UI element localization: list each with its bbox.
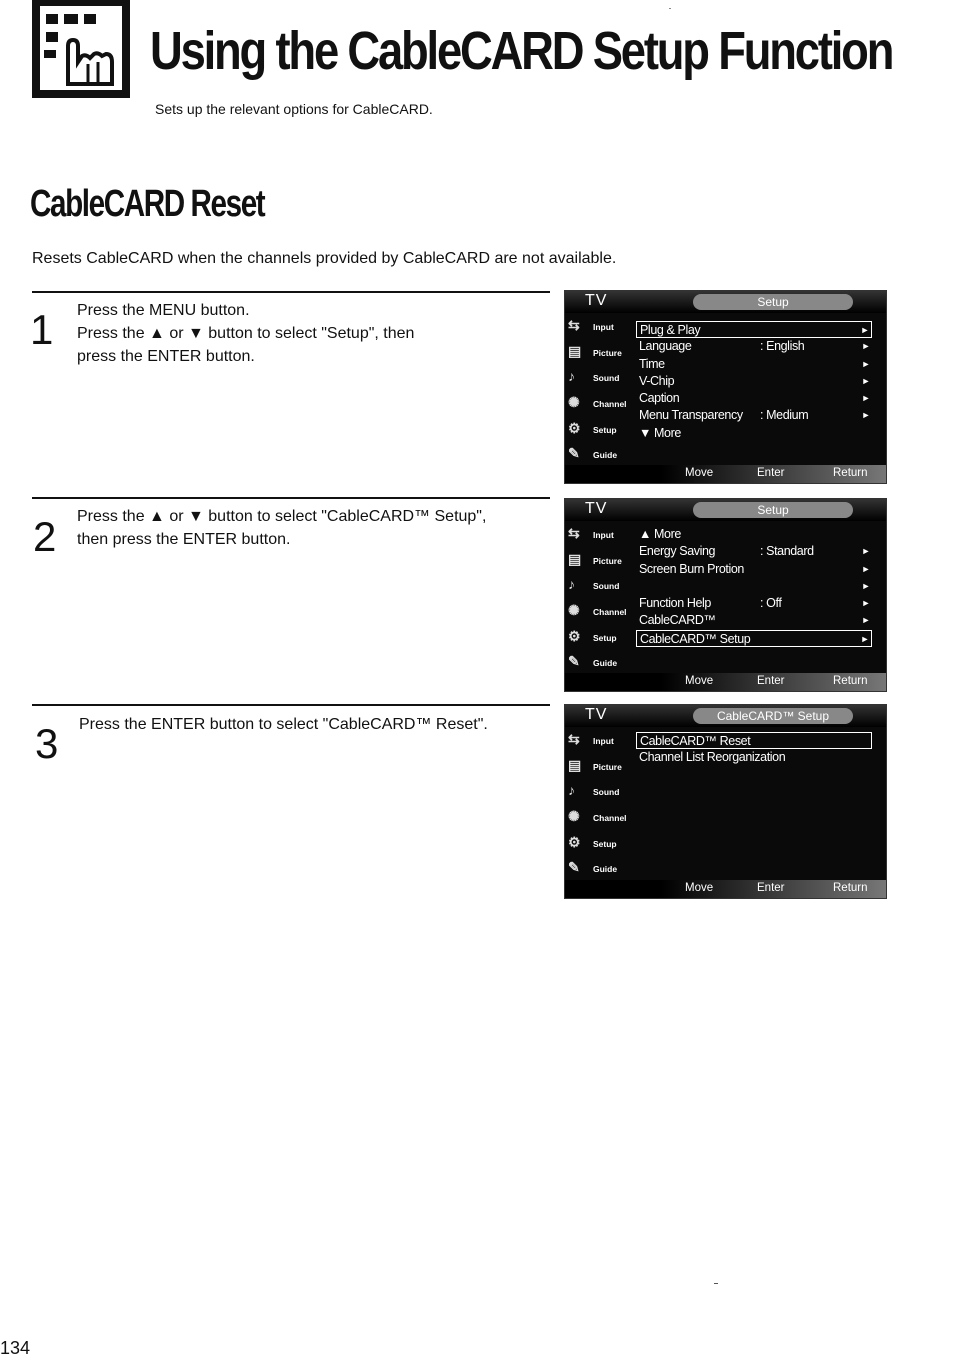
channel-icon: ✺ [568, 808, 580, 825]
screen-menu [636, 732, 872, 767]
screen-tv-label: TV [585, 500, 608, 517]
sound-icon: ♪ [568, 576, 575, 593]
channel-icon: ✺ [568, 394, 580, 411]
step-instructions [77, 299, 547, 368]
tv-menu-screen-cablecard-setup [564, 704, 887, 899]
screen-footer [565, 673, 886, 691]
footer-move: Move [685, 882, 714, 894]
page-subtitle: Sets up the relevant options for CableCARD. [155, 101, 433, 117]
screen-tv-label: TV [585, 292, 608, 309]
setup-icon: ⚙ [568, 627, 581, 644]
scan-speck [714, 1283, 718, 1284]
picture-icon: ▤ [568, 550, 582, 567]
screen-footer [565, 465, 886, 483]
footer-move: Move [685, 467, 714, 479]
tv-menu-screen-setup-page2 [564, 498, 887, 692]
sidebar-item-guide[interactable]: ✎ Guide [568, 445, 618, 462]
step-instructions [77, 505, 547, 551]
arrow-right-icon: ► [861, 598, 870, 609]
arrow-right-icon: ► [861, 341, 870, 352]
menu-item-blank[interactable] [636, 578, 872, 595]
step-number: 3 [35, 720, 59, 767]
menu-item-language[interactable]: Language : English ► [639, 339, 870, 354]
input-icon: ⇆ [568, 317, 580, 333]
step-line: Press the ENTER button to select "CableCARD™ Reset". [79, 716, 488, 733]
step-divider [32, 704, 550, 706]
sidebar-item-sound[interactable]: ♪ Sound [568, 576, 620, 593]
footer-return: Return [833, 675, 868, 687]
menu-item-cablecard-reset[interactable]: CableCARD™ Reset [636, 732, 872, 749]
page-title: Using the CableCARD Setup Function [150, 21, 893, 81]
screen-title: CableCARD™ Setup [693, 708, 853, 724]
arrow-right-icon: ► [861, 563, 870, 574]
menu-item-function-help[interactable]: Function Help : Off ► [639, 596, 870, 611]
sidebar-item-setup[interactable]: ⚙ Setup [568, 419, 617, 436]
menu-item-energy-saving[interactable]: Energy Saving : Standard ► [639, 544, 870, 559]
setup-icon: ⚙ [568, 419, 581, 436]
arrow-right-icon: ► [861, 546, 870, 557]
sidebar-item-setup[interactable]: ⚙ Setup [568, 833, 617, 850]
menu-item-more[interactable]: ▼ More [639, 425, 681, 440]
sidebar-item-input[interactable]: ⇆ Input [568, 731, 614, 747]
menu-item-v-chip[interactable]: V-Chip ► [639, 373, 870, 388]
screen-sidebar [565, 313, 635, 467]
sidebar-item-sound[interactable]: ♪ Sound [568, 368, 620, 385]
guide-icon: ✎ [568, 445, 580, 462]
screen-menu [636, 526, 872, 647]
arrow-right-icon: ► [861, 393, 870, 404]
step-line: then press the ENTER button. [77, 531, 291, 548]
footer-enter: Enter [757, 675, 785, 687]
arrow-right-icon: ► [861, 615, 870, 626]
step-line: Press the ▲ or ▼ button to select "Setup", then [77, 325, 415, 342]
input-icon: ⇆ [568, 525, 580, 541]
step-instructions [79, 713, 549, 736]
arrow-right-icon: ► [860, 325, 869, 335]
footer-enter: Enter [757, 467, 785, 479]
menu-item-caption[interactable]: Caption ► [639, 391, 870, 406]
sidebar-item-picture[interactable]: ▤ Picture [568, 342, 622, 359]
menu-item-time[interactable]: Time ► [639, 356, 870, 371]
arrow-right-icon: ► [861, 580, 870, 591]
arrow-right-icon: ► [861, 358, 870, 369]
arrow-right-icon: ► [860, 633, 869, 644]
menu-item-more[interactable]: ▲ More [639, 527, 681, 541]
sidebar-item-guide[interactable]: ✎ Guide [568, 653, 618, 670]
sidebar-item-input[interactable]: ⇆ Input [568, 525, 614, 541]
chapter-icon [32, 0, 130, 98]
footer-return: Return [833, 882, 868, 894]
sidebar-item-channel[interactable]: ✺ Channel [568, 808, 627, 825]
picture-icon: ▤ [568, 756, 582, 773]
footer-move: Move [685, 675, 714, 687]
scan-speck [669, 8, 671, 9]
sidebar-item-setup[interactable]: ⚙ Setup [568, 627, 617, 644]
menu-item-plug-and-play[interactable]: Plug & Play ► [636, 321, 872, 338]
menu-item-channel-list-reorganization[interactable]: Channel List Reorganization [639, 750, 786, 765]
step-line: press the ENTER button. [77, 348, 255, 365]
sidebar-item-sound[interactable]: ♪ Sound [568, 782, 620, 799]
step-divider [32, 291, 550, 293]
step-line: Press the MENU button. [77, 302, 250, 319]
step-number: 1 [30, 306, 54, 353]
tv-menu-screen-setup [564, 290, 887, 484]
guide-icon: ✎ [568, 653, 580, 670]
input-icon: ⇆ [568, 731, 580, 747]
sidebar-item-picture[interactable]: ▤ Picture [568, 756, 622, 773]
step-divider [32, 497, 550, 499]
menu-item-screen-burn-protection[interactable]: Screen Burn Protion ► [639, 561, 870, 576]
step-number: 2 [33, 513, 57, 560]
hand-pointer-icon [40, 6, 122, 90]
step-line: Press the ▲ or ▼ button to select "CableCARD™ Setup", [77, 508, 487, 525]
menu-item-cablecard[interactable]: CableCARD™ ► [639, 613, 870, 628]
section-title: CableCARD Reset [30, 183, 265, 225]
sidebar-item-channel[interactable]: ✺ Channel [568, 602, 627, 619]
footer-enter: Enter [757, 882, 785, 894]
sidebar-item-input[interactable]: ⇆ Input [568, 317, 614, 333]
screen-menu [636, 321, 872, 442]
sidebar-item-guide[interactable]: ✎ Guide [568, 859, 618, 876]
footer-return: Return [833, 467, 868, 479]
section-intro: Resets CableCARD when the channels provided by CableCARD are not available. [32, 250, 617, 267]
screen-tv-label: TV [585, 706, 608, 723]
sidebar-item-channel[interactable]: ✺ Channel [568, 394, 627, 411]
guide-icon: ✎ [568, 859, 580, 876]
sound-icon: ♪ [568, 782, 575, 799]
screen-sidebar [565, 727, 635, 881]
channel-icon: ✺ [568, 602, 580, 619]
screen-footer [565, 880, 886, 898]
page-number: 134 [0, 1338, 31, 1358]
screen-title: Setup [693, 502, 853, 518]
menu-item-cablecard-setup[interactable]: CableCARD™ Setup ► [636, 630, 872, 647]
arrow-right-icon: ► [861, 410, 870, 421]
arrow-right-icon: ► [861, 375, 870, 386]
setup-icon: ⚙ [568, 833, 581, 850]
screen-title: Setup [693, 294, 853, 310]
sidebar-item-picture[interactable]: ▤ Picture [568, 550, 622, 567]
picture-icon: ▤ [568, 342, 582, 359]
sound-icon: ♪ [568, 368, 575, 385]
menu-item-menu-transparency[interactable]: Menu Transparency : Medium ► [639, 408, 870, 423]
screen-sidebar [565, 521, 635, 675]
